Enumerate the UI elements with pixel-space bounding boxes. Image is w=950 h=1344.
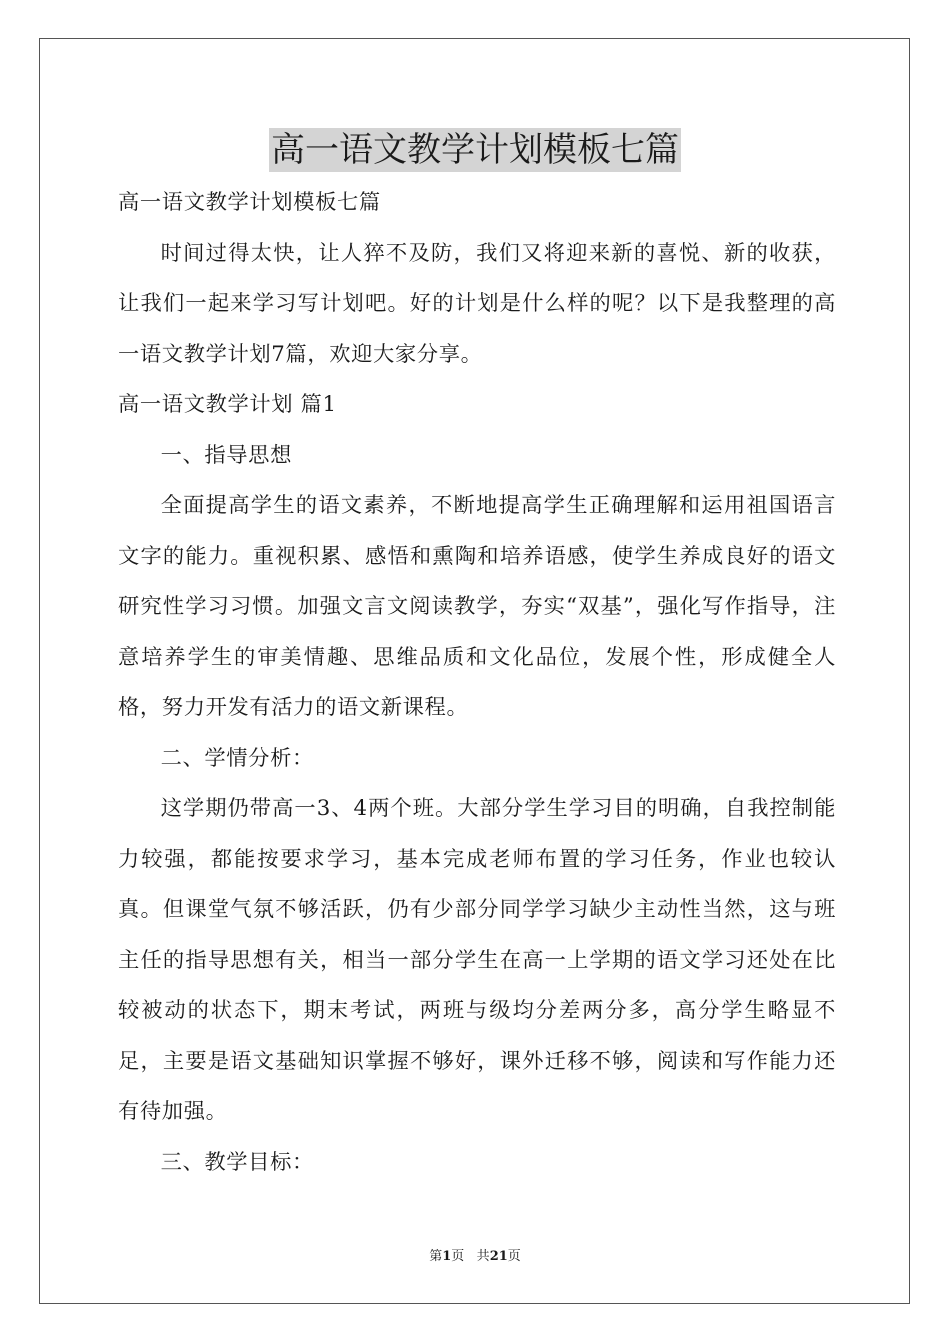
student-analysis-paragraph: 这学期仍带高一3、4两个班。大部分学生学习目的明确，自我控制能力较强，都能按要求学习，基本完成老师布置的学习任务，作业也较认真。但课堂气氛不够活跃，仍有少部分同学学习缺少主动性当然，这与班主任的指导思想有关，相当一部分学生在高一上学期的语文学习还处在比较被动的状态下，期末考试，两班与级均分差两分多，高分学生略显不足，主要是语文基础知识掌握不够好，课外迁移不够，阅读和写作能力还有待加强。 — [118, 796, 836, 1124]
document-title — [0, 128, 950, 172]
document-title-text: 高一语文教学计划模板七篇 — [271, 130, 679, 170]
page-footer — [0, 1248, 950, 1266]
section-heading: 高一语文教学计划 篇1 — [118, 392, 337, 417]
footer-total-pages: 21 — [489, 1249, 508, 1264]
document-body — [118, 178, 836, 1188]
footer-prefix: 第 — [429, 1249, 443, 1264]
footer-page-suffix: 页 — [451, 1249, 465, 1264]
footer-page-number: 1 — [442, 1249, 452, 1264]
subheading-guiding-thought: 一、指导思想 — [160, 442, 292, 468]
subheading-teaching-goals: 三、教学目标： — [160, 1149, 314, 1175]
subtitle-line: 高一语文教学计划模板七篇 — [118, 190, 381, 215]
footer-total-suffix: 页 — [507, 1249, 521, 1264]
intro-paragraph: 时间过得太快，让人猝不及防，我们又将迎来新的喜悦、新的收获，让我们一起来学习写计划吧。好的计划是什么样的呢？以下是我整理的高一语文教学计划7篇，欢迎大家分享。 — [118, 240, 836, 367]
footer-total-prefix: 共 — [476, 1249, 490, 1264]
subheading-student-analysis: 二、学情分析： — [160, 745, 314, 771]
guiding-thought-paragraph: 全面提高学生的语文素养，不断地提高学生正确理解和运用祖国语言文字的能力。重视积累、感悟和熏陶和培养语感，使学生养成良好的语文研究性学习习惯。加强文言文阅读教学，夯实“双基”，强化写作指导，注意培养学生的审美情趣、思维品质和文化品位，发展个性，形成健全人格，努力开发有活力的语文新课程。 — [118, 493, 836, 720]
